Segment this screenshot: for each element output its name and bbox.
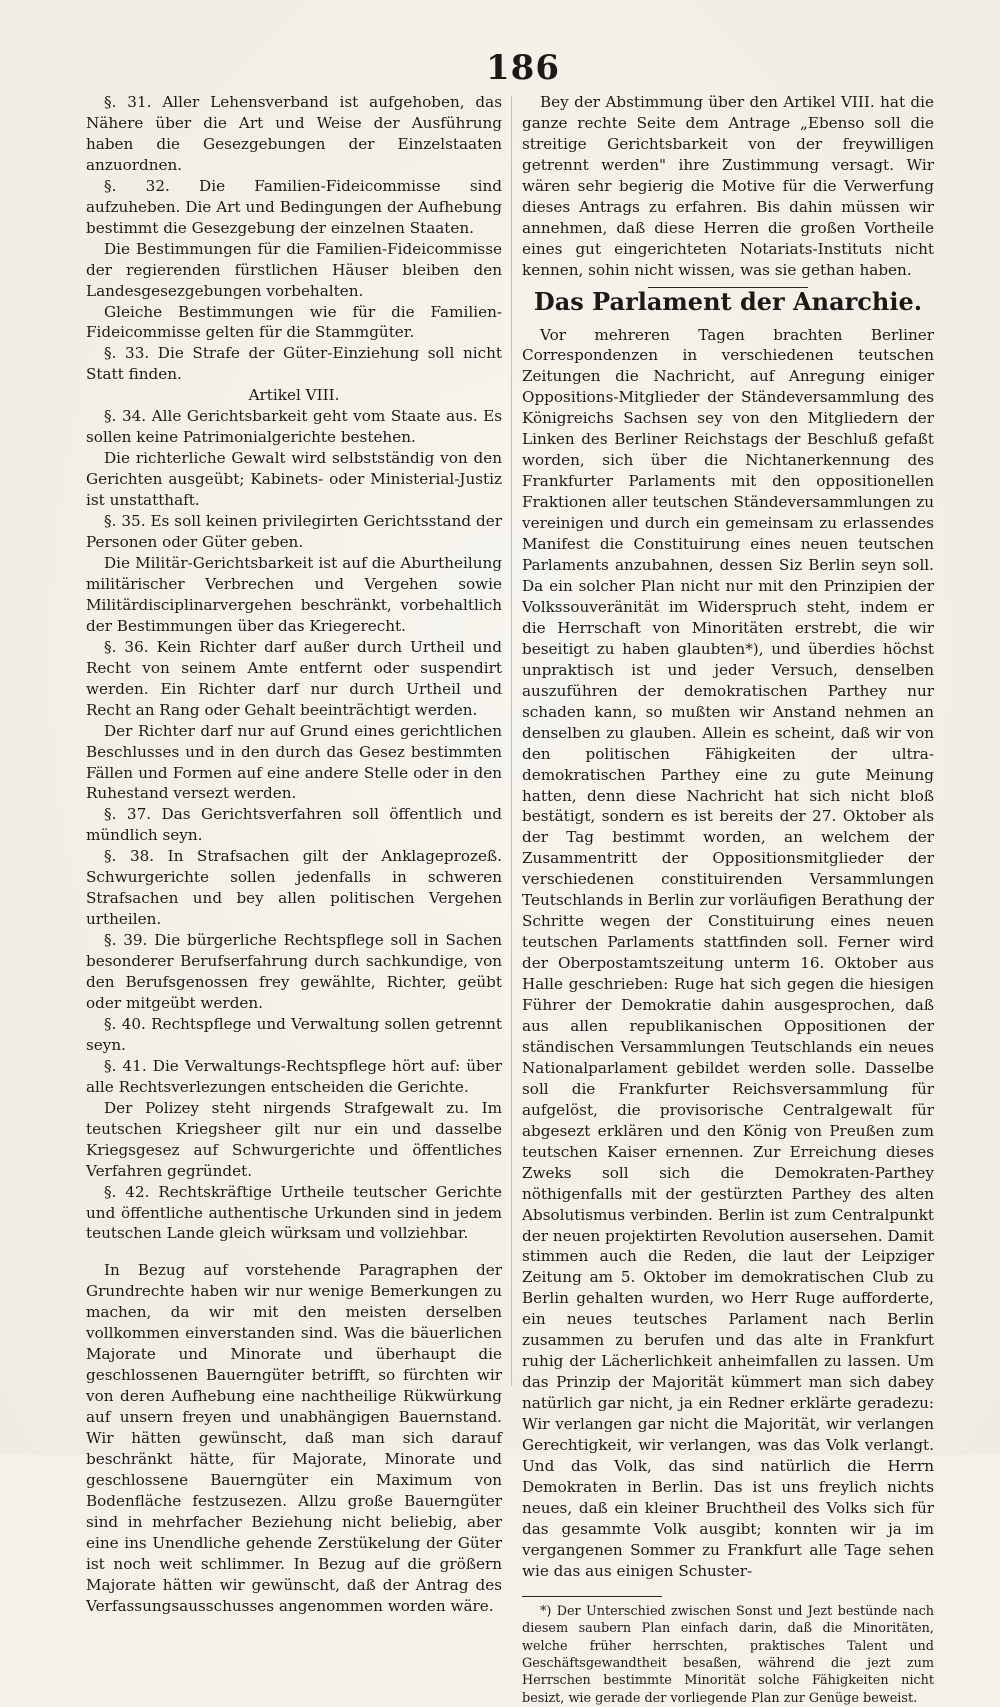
- paragraph-s32-stammgueter: Gleiche Bestimmungen wie für die Familien-Fideicommisse gelten für die Stammgüter.: [86, 302, 502, 342]
- paragraph-s37: §. 37. Das Gerichtsverfahren soll öffentlich und mündlich seyn.: [86, 805, 502, 845]
- right-column: [522, 92, 934, 1707]
- paragraph-s35: §. 35. Es soll keinen privilegirten Gerichtsstand der Personen oder Güter geben.: [86, 512, 502, 552]
- paragraph-s38: §. 38. In Strafsachen gilt der Anklageprozeß. Schwurgerichte sollen jedenfalls in schweren Strafsachen und bey allen politischen Vergehen urtheilen.: [86, 847, 502, 929]
- column-divider: [511, 96, 512, 1386]
- article-body: Vor mehreren Tagen brachten Berliner Correspondenzen in verschiedenen teutschen Zeitungen die Nachricht, auf Anregung einiger Oppositions-Mitglieder der Ständeversammlung des Königreichs Sachsen sey von den Mitgliedern der Linken des Berliner Reichstags der Beschluß gefaßt worden, sich über die Nichtanerkennung des Frankfurter Parlaments mit den oppositionellen Fraktionen aller teutschen Ständeversammlungen zu vereinigen und durch ein gemeinsam zu erlassendes Manifest die Constituirung eines neuen teutschen Parlaments anzubahnen, dessen Siz Berlin seyn soll. Da ein solcher Plan nicht nur mit den Prinzipien der Volkssouveränität im Widerspruch steht, indem er die Herrschaft von Minoritäten erstrebt, die wir beseitigt zu haben glaubten*), und überdies höchst unpraktisch ist und jeder Versuch, denselben auszuführen der demokratischen Parthey nur schaden kann, so mußten wir Anstand nehmen an denselben zu glauben. Allein es scheint, daß wir von den politischen Fähigkeiten der ultra-demokratischen Parthey eine zu gute Meinung hatten, denn diese Nachricht hat sich nicht bloß bestätigt, sondern es ist bereits der 27. Oktober als der Tag bestimmt worden, an welchem der Zusammentritt der Oppositionsmitglieder der verschiedenen constituirenden Versammlungen Teutschlands in Berlin zur vorläufigen Berathung der Schritte wegen der Constituirung eines neuen teutschen Parlaments stattfinden soll. Ferner wird der Oberpostamtszeitung unterm 16. Oktober aus Halle geschrieben: Ruge hat sich gegen die hiesigen Führer der Demokratie dahin ausgesprochen, daß aus allen republikanischen Oppositionen der ständischen Versammlungen Teutschlands ein neues Nationalparlament gebildet werden solle. Dasselbe soll die Frankfurter Reichsversammlung für aufgelöst, die provisorische Centralgewalt für abgesezt erklären und den König von Preußen zum teutschen Kaiser ernennen. Zur Erreichung dieses Zweks soll sich die Demokraten-Parthey nöthigenfalls mit der gestürzten Parthey des alten Absolutismus verbinden. Berlin ist zum Centralpunkt der neuen projektirten Revolution ausersehen. Damit stimmen auch die Reden, die laut der Leipziger Zeitung am 5. Oktober im demokratischen Club zu Berlin gehalten wurden, wo Herr Ruge aufforderte, ein neues teutsches Parlament nach Berlin zusammen zu berufen und das alte in Frankfurt ruhig der Lächerlichkeit anheimfallen zu lassen. Um das Prinzip der Majorität kümmert man sich dabey natürlich gar nicht, ja ein Redner erklärte geradezu: Wir verlangen gar nicht die Majorität, wir verlangen Gerechtigkeit, wir verlangen, was das Volk verlangt. Und das Volk, das sind natürlich die Herrn Demokraten in Berlin. Das ist uns freylich nichts neues, daß ein kleiner Bruchtheil des Volks sich für das gesammte Volk ausgibt; konnten wir ja im vergangenen Sommer zu Frankfurt alle Tage sehen wie das aus einigen Schuster-: [522, 325, 934, 1580]
- paragraph-s31: §. 31. Aller Lehensverband ist aufgehoben, das Nähere über die Art und Weise der Ausführung haben die Gesezgebungen der Einzelstaaten anzuordnen.: [86, 93, 502, 174]
- left-column: [86, 92, 502, 1617]
- paragraph-s40: §. 40. Rechtspflege und Verwaltung sollen getrennt seyn.: [86, 1014, 502, 1054]
- paragraph-s42: §. 42. Rechtskräftige Urtheile teutscher Gerichte und öffentliche authentische Urkunden sind in jedem teutschen Lande gleich würksam und vollziehbar.: [86, 1182, 502, 1243]
- spacer: [86, 1244, 502, 1260]
- commentary-paragraph: In Bezug auf vorstehende Paragraphen der Grundrechte haben wir nur wenige Bemerkungen zu machen, da wir mit den meisten derselben vollkommen einverstanden sind. Was die bäuerlichen Majorate und Minorate und überhaupt die geschlossenen Bauerngüter betrifft, so fürchten wir von deren Aufhebung eine nachtheilige Rükwürkung auf unsern freyen und unabhängigen Bauernstand. Wir hätten gewünscht, daß man sich darauf beschränkt hätte, für Majorate, Minorate und geschlossene Bauerngüter ein Maximum von Bodenfläche festzusezen. Allzu große Bauerngüter sind in mehrfacher Beziehung nicht beliebig, aber eine ins Unendliche gehende Zerstükelung der Güter ist noch weit schlimmer. In Bezug auf die größern Majorate hätten wir gewünscht, daß der Antrag des Verfassungsausschusses angenommen worden wäre.: [86, 1261, 502, 1615]
- paragraph-s41-polizey: Der Polizey steht nirgends Strafgewalt zu. Im teutschen Kriegsheer gilt nur ein und dasselbe Kriegsgesez auf Schwurgerichte und öffentliches Verfahren gegründet.: [86, 1098, 502, 1180]
- paragraph-s36: §. 36. Kein Richter darf außer durch Urtheil und Recht von seinem Amte entfernt oder suspendirt werden. Ein Richter darf nur durch Urtheil und Recht an Rang oder Gehalt beeinträchtigt werden.: [86, 637, 502, 719]
- paragraph-s34: §. 34. Alle Gerichtsbarkeit geht vom Staate aus. Es sollen keine Patrimonialgerichte bestehen.: [86, 407, 502, 447]
- paragraph-s36-richter: Der Richter darf nur auf Grund eines gerichtlichen Beschlusses und in den durch das Gesez bestimmten Fällen und Formen auf eine andere Stelle oder in den Ruhestand versezt werden.: [86, 721, 502, 803]
- paragraph-s32-fideicommisse: Die Bestimmungen für die Familien-Fideicommisse der regierenden fürstlichen Häuser bleiben den Landesgesezgebungen vorbehalten.: [86, 239, 502, 300]
- paragraph-s33: §. 33. Die Strafe der Güter-Einziehung soll nicht Statt finden.: [86, 344, 502, 384]
- article-title: Das Parlament der Anarchie.: [533, 286, 923, 316]
- paragraph-s39: §. 39. Die bürgerliche Rechtspflege soll in Sachen besonderer Berufserfahrung durch sachkundige, von den Berufsgenossen frey gewählte, Richter, geübt oder mitgeübt werden.: [86, 931, 502, 1012]
- paragraph-s34-gewalt: Die richterliche Gewalt wird selbstständig von den Gerichten ausgeübt; Kabinets- oder Ministerial-Justiz ist unstatthaft.: [86, 449, 502, 510]
- footnote: *) Der Unterschied zwischen Sonst und Jezt bestünde nach diesem saubern Plan einfach darin, daß die Minoritäten, welche früher herrschten, praktisches Talent und Geschäftsgewandtheit besaßen, während die jezt zum Herrschen bestimmte Minorität solche Fähigkeiten nicht besizt, wie gerade der vorliegende Plan zur Genüge beweist.: [522, 1603, 934, 1706]
- article-heading-viii: Artikel VIII.: [248, 386, 340, 405]
- paragraph-s35-militaer: Die Militär-Gerichtsbarkeit ist auf die Aburtheilung militärischer Verbrechen und Vergehen sowie Militärdisciplinarvergehen beschränkt, vorbehaltlich der Bestimmungen über das Kriegerecht.: [86, 553, 502, 635]
- page-number: 186: [486, 48, 560, 88]
- paragraph-s32: §. 32. Die Familien-Fideicommisse sind aufzuheben. Die Art und Bedingungen der Aufhebung bestimmt die Gesezgebung der einzelnen Staaten.: [86, 176, 502, 237]
- paragraph-s41: §. 41. Die Verwaltungs-Rechtspflege hört auf: über alle Rechtsverlezungen entscheiden die Gerichte.: [86, 1056, 502, 1096]
- abstimmung-paragraph: Bey der Abstimmung über den Artikel VIII. hat die ganze rechte Seite dem Antrage „Ebenso soll die streitige Gerichtsbarkeit von der freywilligen getrennt werden" ihre Zustimmung versagt. Wir wären sehr begierig die Motive für die Verwerfung dieses Antrags zu erfahren. Bis dahin müssen wir annehmen, daß diese Herren die großen Vortheile eines gut eingerichteten Notariats-Instituts nicht kennen, sohin nicht wissen, was sie gethan haben.: [522, 93, 934, 279]
- footnote-rule: [522, 1596, 662, 1597]
